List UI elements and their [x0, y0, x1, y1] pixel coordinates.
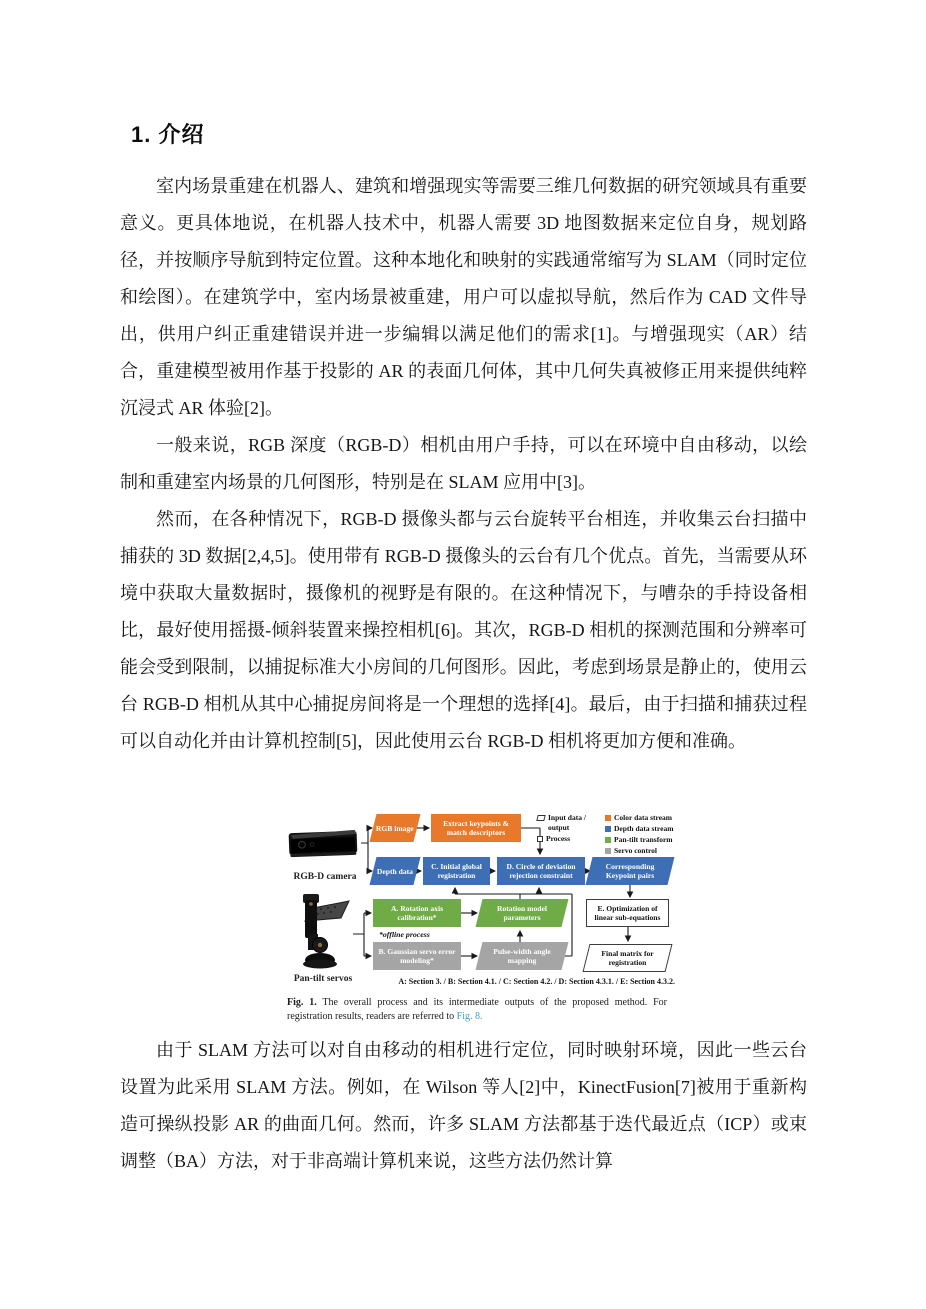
fig8-link[interactable]: Fig. 8. — [456, 1011, 483, 1022]
node-extract-keypoints: Extract keypoints & match descriptors — [431, 814, 521, 842]
offline-process-note: *offline process — [379, 930, 430, 939]
caption-figure-number: Fig. 1. — [287, 997, 317, 1008]
node-optimization-linear-subequations: E. Optimization of linear sub-equations — [586, 899, 669, 927]
node-rotation-model-parameters: Rotation model parameters — [476, 899, 569, 927]
rgbd-camera-photo — [283, 816, 363, 874]
figure-caption — [287, 996, 667, 1024]
legend-item-servo-control: Servo control — [605, 846, 673, 856]
legend-item-depth-stream: Depth data stream — [605, 824, 673, 834]
section-mapping-note: A: Section 3. / B: Section 4.1. / C: Section 4.2. / D: Section 4.3.1. / E: Section 4.3.2. — [398, 977, 675, 986]
rgbd-camera-label: RGB-D camera — [293, 872, 357, 882]
pan-tilt-servos-photo — [291, 888, 355, 974]
intro-paragraph-3: 然而，在各种情况下，RGB-D 摄像头都与云台旋转平台相连，并收集云台扫描中捕获的 3D 数据[2,4,5]。使用带有 RGB-D 摄像头的云台有几个优点。首先，当需要从环境中获取大量数据时，摄像机的视野是有限的。在这种情况下，与嘈杂的手持设备相比，最好使用摇摄-倾斜装置来操控相机[6]。其次，RGB-D 相机的探测范围和分辨率可能会受到限制，以捕捉标准大小房间的几何图形。因此，考虑到场景是静止的，使用云台 RGB-D 相机从其中心捕捉房间将是一个理想的选择[4]。最后，由于扫描和捕获过程可以自动化并由计算机控制[5]，因此使用云台 RGB-D 相机将更加方便和准确。 — [120, 509, 807, 751]
body-text-block — [120, 1032, 807, 1180]
node-rgb-image: RGB image — [370, 814, 421, 842]
node-deviation-rejection-constraint: D. Circle of deviation rejection constraint — [497, 857, 585, 885]
color-stream-swatch-icon — [605, 815, 611, 821]
node-gaussian-servo-error-modeling: B. Gaussian servo error modeling* — [373, 942, 461, 970]
legend-item-pan-tilt-transform: Pan-tilt transform — [605, 835, 673, 845]
legend-item-input-output: Input data / output — [537, 813, 600, 833]
pan-tilt-servos-label: Pan-tilt servos — [293, 974, 353, 984]
node-rotation-axis-calibration: A. Rotation axis calibration* — [373, 899, 461, 927]
intro-paragraph-2: 一般来说，RGB 深度（RGB-D）相机由用户手持，可以在环境中自由移动，以绘制和重建室内场景的几何图形，特别是在 SLAM 应用中[3]。 — [120, 435, 807, 492]
rectangle-icon — [537, 836, 543, 842]
caption-text: The overall process and its intermediate outputs of the proposed method. For registration results, readers are referred to — [287, 997, 668, 1022]
node-corresponding-keypoint-pairs: Corresponding Keypoint pairs — [586, 857, 675, 885]
node-initial-global-registration: C. Initial global registration — [423, 857, 490, 885]
paragraph-after-figure: 由于 SLAM 方法可以对自由移动的相机进行定位，同时映射环境，因此一些云台设置为此采用 SLAM 方法。例如，在 Wilson 等人[2]中，KinectFusion[7]被用于重新构造可操纵投影 AR 的曲面几何。然而，许多 SLAM 方法都基于迭代最近点（ICP）或束调整（BA）方法，对于非高端计算机来说，这些方法仍然计算 — [120, 1040, 807, 1171]
parallelogram-icon — [536, 815, 545, 821]
section-heading: 1. 介绍 — [131, 122, 205, 147]
pan-tilt-swatch-icon — [605, 837, 611, 843]
legend-item-color-stream: Color data stream — [605, 813, 673, 823]
depth-stream-swatch-icon — [605, 826, 611, 832]
node-final-matrix: Final matrix for registration — [583, 944, 673, 972]
legend-item-process: Process — [537, 834, 600, 844]
node-depth-data: Depth data — [370, 857, 421, 885]
figure-1 — [283, 810, 675, 992]
intro-paragraph-1: 室内场景重建在机器人、建筑和增强现实等需要三维几何数据的研究领域具有重要意义。更具体地说，在机器人技术中，机器人需要 3D 地图数据来定位自身，规划路径，并按顺序导航到特定位置。这种本地化和映射的实践通常缩写为 SLAM（同时定位和绘图）。在建筑学中，室内场景被重建，用户可以虚拟导航，然后作为 CAD 文件导出，供用户纠正重建错误并进一步编辑以满足他们的需求[1]。与增强现实（AR）结合，重建模型被用作基于投影的 AR 的表面几何体，其中几何失真被修正用来提供纯粹沉浸式 AR 体验[2]。 — [120, 176, 807, 418]
figure-legend — [537, 813, 673, 857]
intro-text-block — [120, 168, 807, 760]
node-pulse-width-angle-mapping: Pulse-width angle mapping — [476, 942, 569, 970]
servo-control-swatch-icon — [605, 848, 611, 854]
